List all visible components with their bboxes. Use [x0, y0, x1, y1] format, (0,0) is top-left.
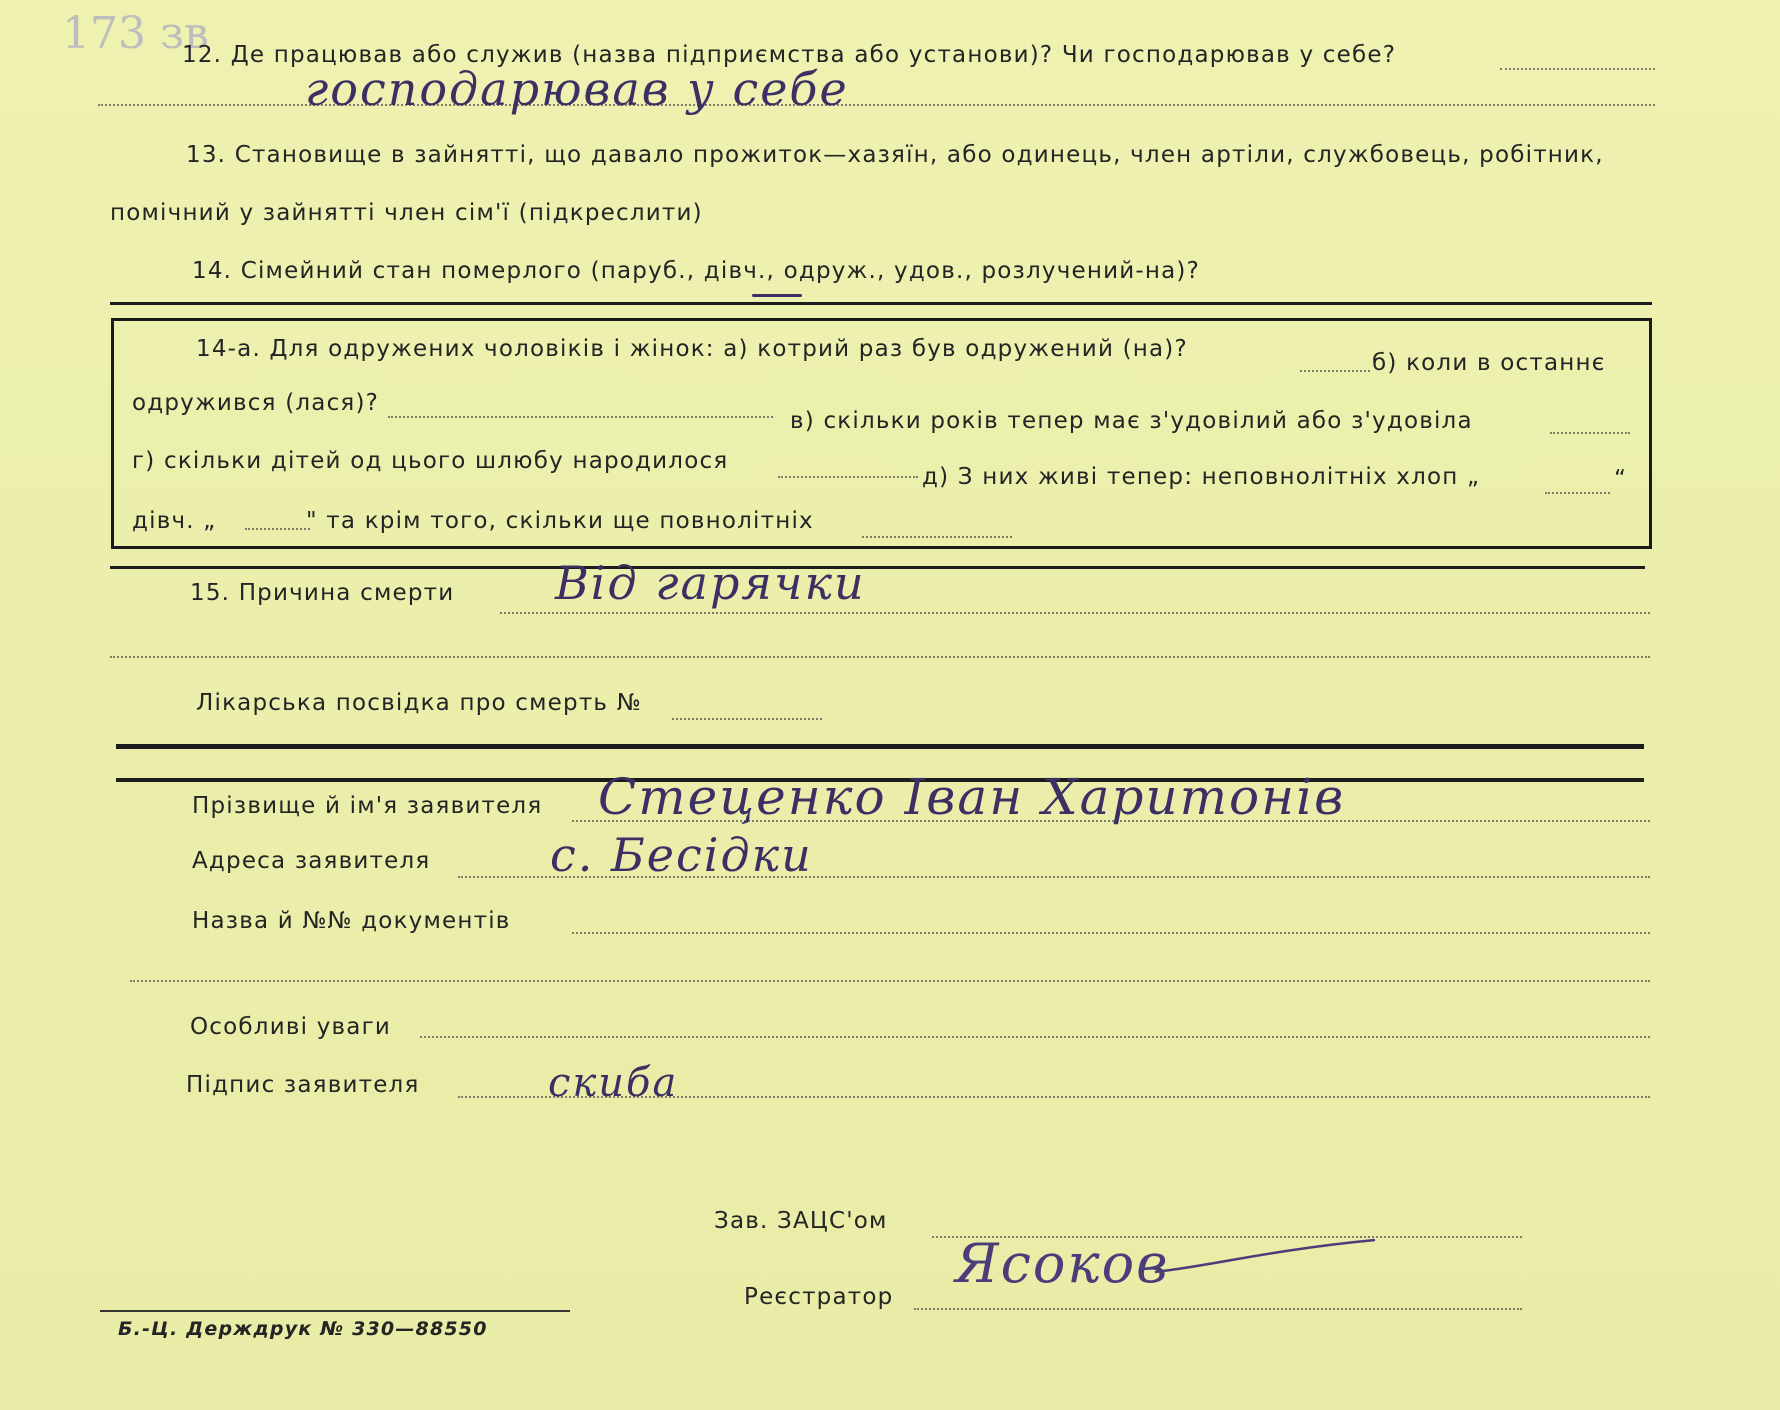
- q15-label: 15. Причина смерти: [190, 580, 455, 606]
- applicant-name-value: Стеценко Іван Харитонів: [598, 768, 1346, 826]
- q12-label: 12. Де працював або служив (назва підприємства або установи)? Чи господарював у себе?: [182, 42, 1397, 68]
- medical-certificate-label: Лікарська посвідка про смерть №: [196, 690, 642, 716]
- fill-line: [1500, 68, 1655, 70]
- printer-imprint: Б.-Ц. Держдрук № 330—88550: [118, 1318, 488, 1340]
- q12-answer: господарював у себе: [305, 62, 849, 116]
- fill-line: [862, 536, 1012, 538]
- q14a-line3a: г) скільки дітей од цього шлюбу народилося: [132, 448, 729, 474]
- signature-flourish: [1150, 1236, 1380, 1276]
- underline-mark: [752, 294, 802, 297]
- q14a-line3c: “: [1614, 466, 1628, 492]
- section-divider: [116, 744, 1644, 749]
- q13-line1: 13. Становище в зайнятті, що давало прожиток—хазяїн, або одинець, член артіли, службовець, робітник,: [186, 142, 1604, 168]
- fill-line: [130, 980, 1650, 982]
- fill-line: [1550, 432, 1630, 434]
- q14a-line3b: д) З них живі тепер: неповнолітніх хлоп „: [922, 464, 1481, 490]
- q15-answer: Від гарячки: [555, 556, 866, 610]
- box-top-rule: [110, 302, 1652, 305]
- q14-label: 14. Сімейний стан померлого (паруб., дівч., одруж., удов., розлучений-на)?: [192, 258, 1200, 284]
- applicant-signature-label: Підпис заявителя: [186, 1072, 420, 1098]
- fill-line: [914, 1308, 1522, 1310]
- archive-number: 173 зв: [62, 8, 209, 59]
- applicant-signature: скиба: [548, 1060, 679, 1106]
- fill-line: [778, 476, 918, 478]
- registrar-label: Реєстратор: [744, 1284, 894, 1310]
- special-notes-label: Особливі уваги: [190, 1014, 392, 1040]
- fill-line: [572, 932, 1650, 934]
- q14a-line2a: одружився (лася)?: [132, 390, 380, 416]
- applicant-name-label: Прізвище й ім'я заявителя: [192, 793, 543, 819]
- q14a-line1a: 14-а. Для одружених чоловіків і жінок: а) котрий раз був одружений (на)?: [196, 336, 1188, 362]
- q14a-line1b: б) коли в останнє: [1372, 350, 1606, 376]
- fill-line: [500, 612, 1650, 614]
- box-bottom-rule: [110, 566, 1645, 569]
- fill-line: [672, 718, 822, 720]
- fill-line: [110, 656, 1650, 658]
- q14a-line4a: дівч. „: [132, 508, 217, 534]
- fill-line: [420, 1036, 1650, 1038]
- registrar-signature: Ясоков: [955, 1232, 1170, 1295]
- q13-line2: помічний у зайнятті член сім'ї (підкреслити): [110, 200, 703, 226]
- fill-line: [1300, 370, 1370, 372]
- applicant-address-label: Адреса заявителя: [192, 848, 431, 874]
- fill-line: [1545, 492, 1610, 494]
- documents-label: Назва й №№ документів: [192, 908, 511, 934]
- footer-rule: [100, 1310, 570, 1312]
- q14a-line2b: в) скільки років тепер має з'удовілий або з'удовіла: [790, 408, 1473, 434]
- applicant-address-value: с. Бесідки: [550, 828, 813, 882]
- head-zags-label: Зав. ЗАЦС'ом: [714, 1208, 888, 1234]
- fill-line: [245, 528, 310, 530]
- q14a-line4b: " та крім того, скільки ще повнолітніх: [306, 508, 814, 534]
- fill-line: [388, 416, 773, 418]
